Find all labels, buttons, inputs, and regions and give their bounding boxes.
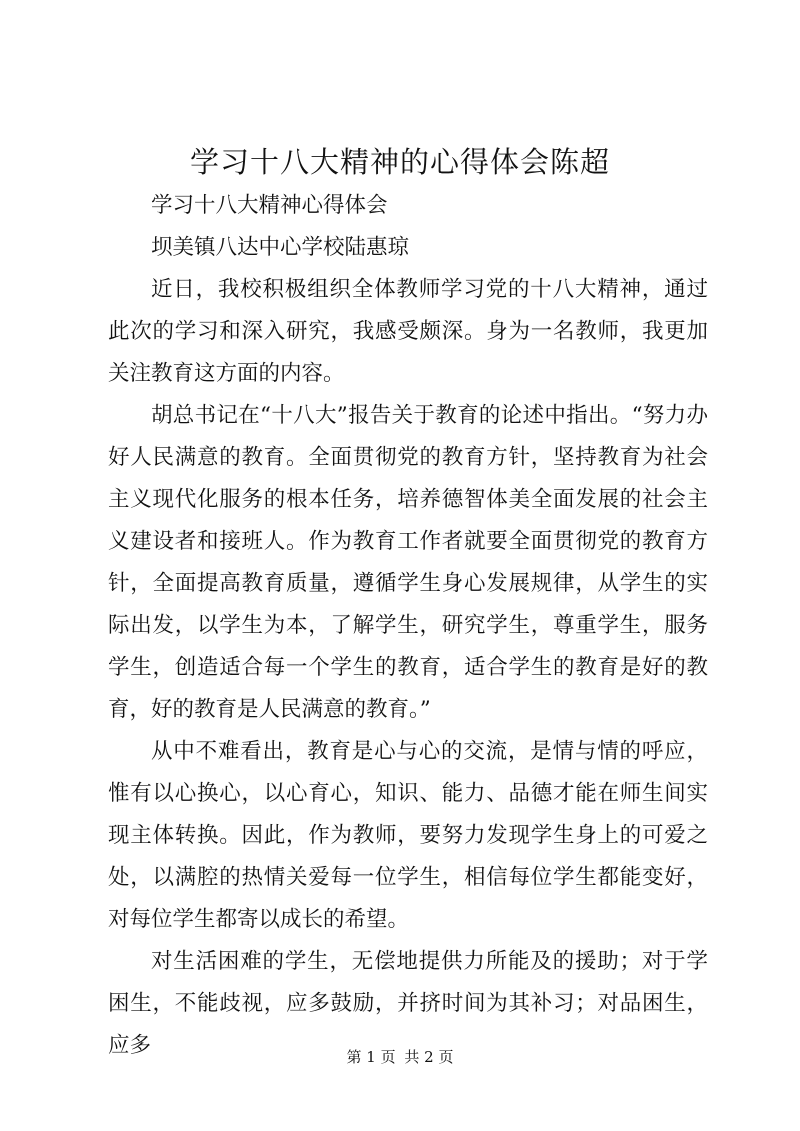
paragraph: 对生活困难的学生，无偿地提供力所能及的援助；对于学困生，不能歧视，应多鼓励，并挤时间为其补习；对品困生，应多	[108, 949, 708, 1058]
paragraph: 从中不难看出，教育是心与心的交流，是情与情的呼应，惟有以心换心，以心育心，知识、能力、品德才能在师生间实现主体转换。因此，作为教师，要努力发现学生身上的可爱之处，以满腔的热情关爱每一位学生，相信每位学生都能变好，对每位学生都寄以成长的希望。	[108, 739, 708, 932]
document-title: 学习十八大精神的心得体会陈超	[189, 145, 610, 179]
paragraph: 近日，我校积极组织全体教师学习党的十八大精神，通过此次的学习和深入研究，我感受颇深。身为一名教师，我更加关注教育这方面的内容。	[108, 277, 708, 386]
page-footer	[0, 1047, 800, 1067]
document-body	[108, 185, 708, 1067]
paragraph: 胡总书记在“十八大”报告关于教育的论述中指出。“努力办好人民满意的教育。全面贯彻党的教育方针，坚持教育为社会主义现代化服务的根本任务，培养德智体美全面发展的社会主义建设者和接班人。作为教育工作者就要全面贯彻党的教育方针，全面提高教育质量，遵循学生身心发展规律，从学生的实际出发，以学生为本，了解学生，研究学生，尊重学生，服务学生，创造适合每一个学生的教育，适合学生的教育是好的教育，好的教育是人民满意的教育。”	[108, 403, 708, 722]
page-total: 共 2 页	[404, 1048, 454, 1066]
subtitle: 学习十八大精神心得体会	[151, 193, 388, 218]
author-line: 坝美镇八达中心学校陆惠琼	[151, 235, 410, 260]
page-number: 第 1 页	[346, 1048, 396, 1066]
